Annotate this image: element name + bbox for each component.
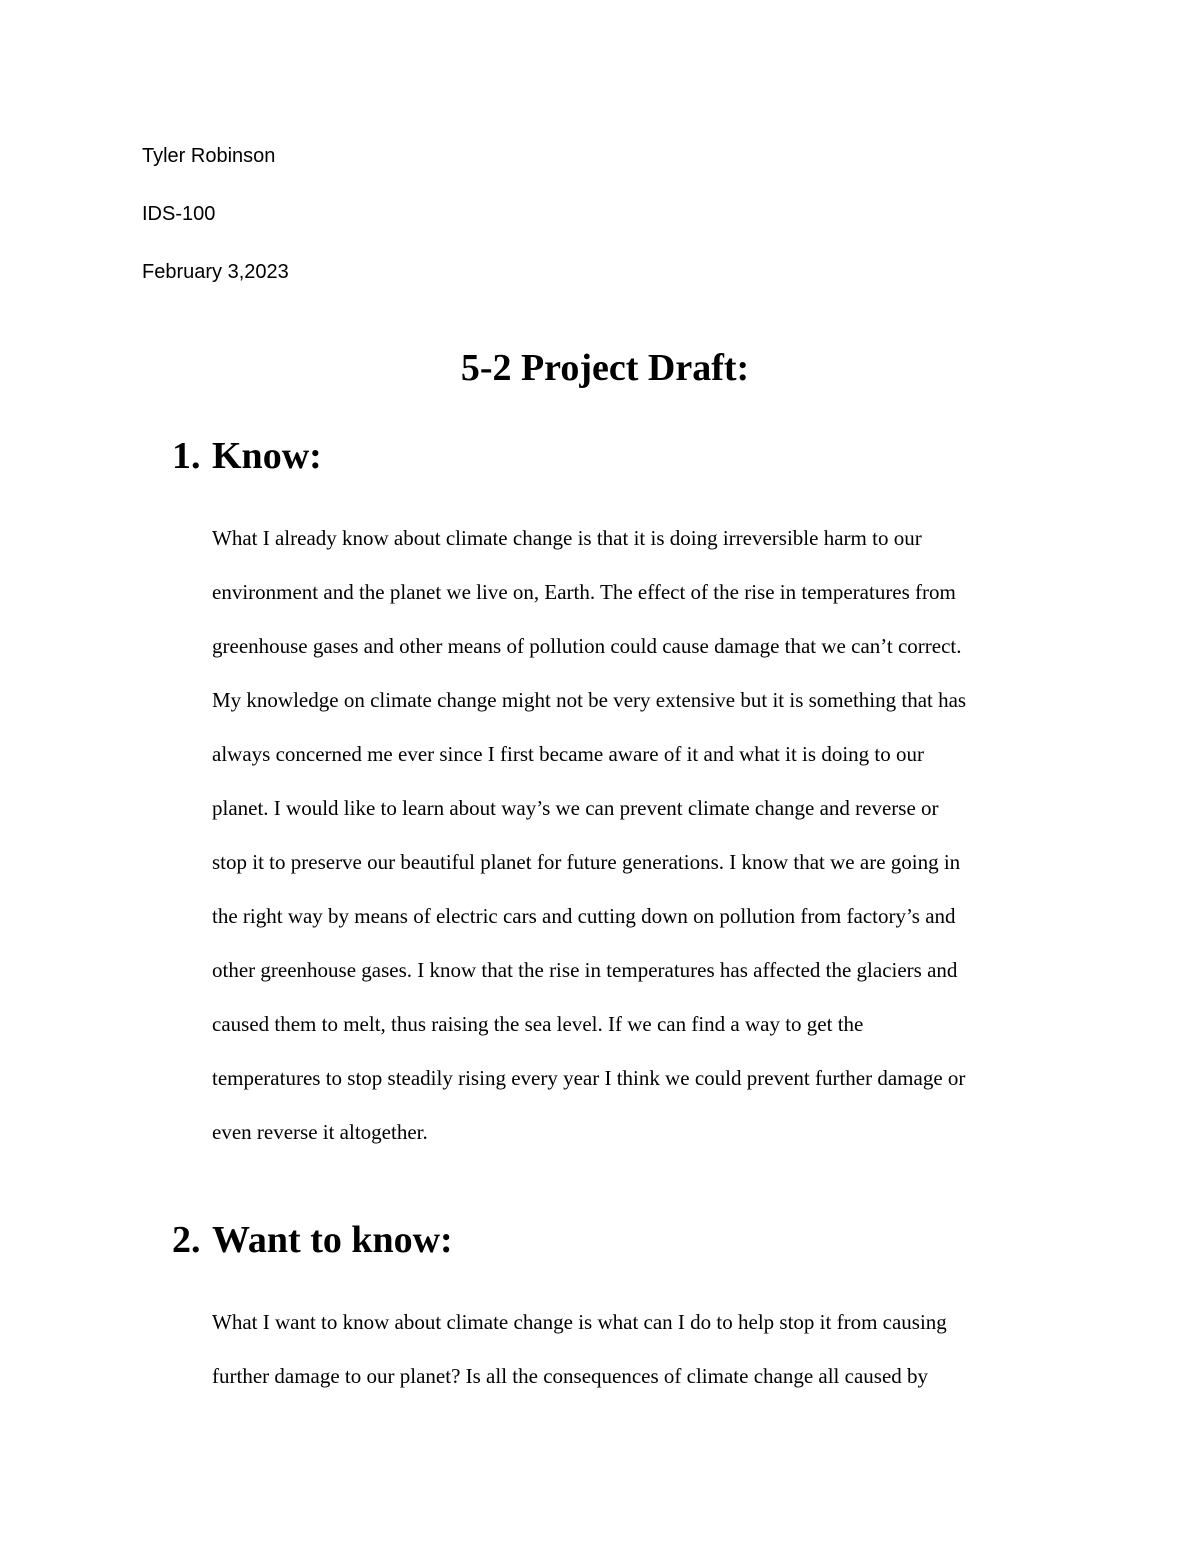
paragraph-line: the right way by means of electric cars and cutting down on pollution from factory’s and [212, 904, 956, 928]
paragraph-line: What I already know about climate change is that it is doing irreversible harm to our [212, 526, 922, 550]
paragraph-line: caused them to melt, thus raising the sea level. If we can find a way to get the [212, 1012, 864, 1036]
paragraph-line: environment and the planet we live on, Earth. The effect of the rise in temperatures from [212, 580, 956, 604]
author-name: Tyler Robinson [142, 145, 276, 167]
paragraph-line: greenhouse gases and other means of pollution could cause damage that we can’t correct. [212, 634, 962, 658]
page-title: 5-2 Project Draft: [460, 347, 750, 389]
section-number: 2. [172, 1219, 201, 1261]
paragraph-line: My knowledge on climate change might not be very extensive but it is something that has [212, 688, 967, 712]
paragraph-line: other greenhouse gases. I know that the rise in temperatures has affected the glaciers and [212, 958, 958, 982]
paragraph-line: even reverse it altogether. [212, 1120, 428, 1144]
paragraph-line: further damage to our planet? Is all the consequences of climate change all caused by [212, 1364, 929, 1388]
paragraph-line: planet. I would like to learn about way’s we can prevent climate change and reverse or [212, 796, 939, 820]
section-title: Want to know: [212, 1219, 453, 1261]
course-code: IDS-100 [142, 203, 216, 225]
paragraph-line: What I want to know about climate change is what can I do to help stop it from causing [212, 1310, 947, 1334]
section-heading-know [172, 434, 322, 478]
paragraph-line: always concerned me ever since I first became aware of it and what it is doing to our [212, 742, 924, 766]
section-title: Know: [212, 435, 322, 477]
section-number: 1. [172, 435, 201, 477]
paragraph-line: temperatures to stop steadily rising every year I think we could prevent further damage or [212, 1066, 966, 1090]
paragraph-line: stop it to preserve our beautiful planet for future generations. I know that we are going in [212, 850, 961, 874]
document-date: February 3,2023 [142, 261, 289, 283]
section-heading-want-to-know [172, 1218, 453, 1262]
